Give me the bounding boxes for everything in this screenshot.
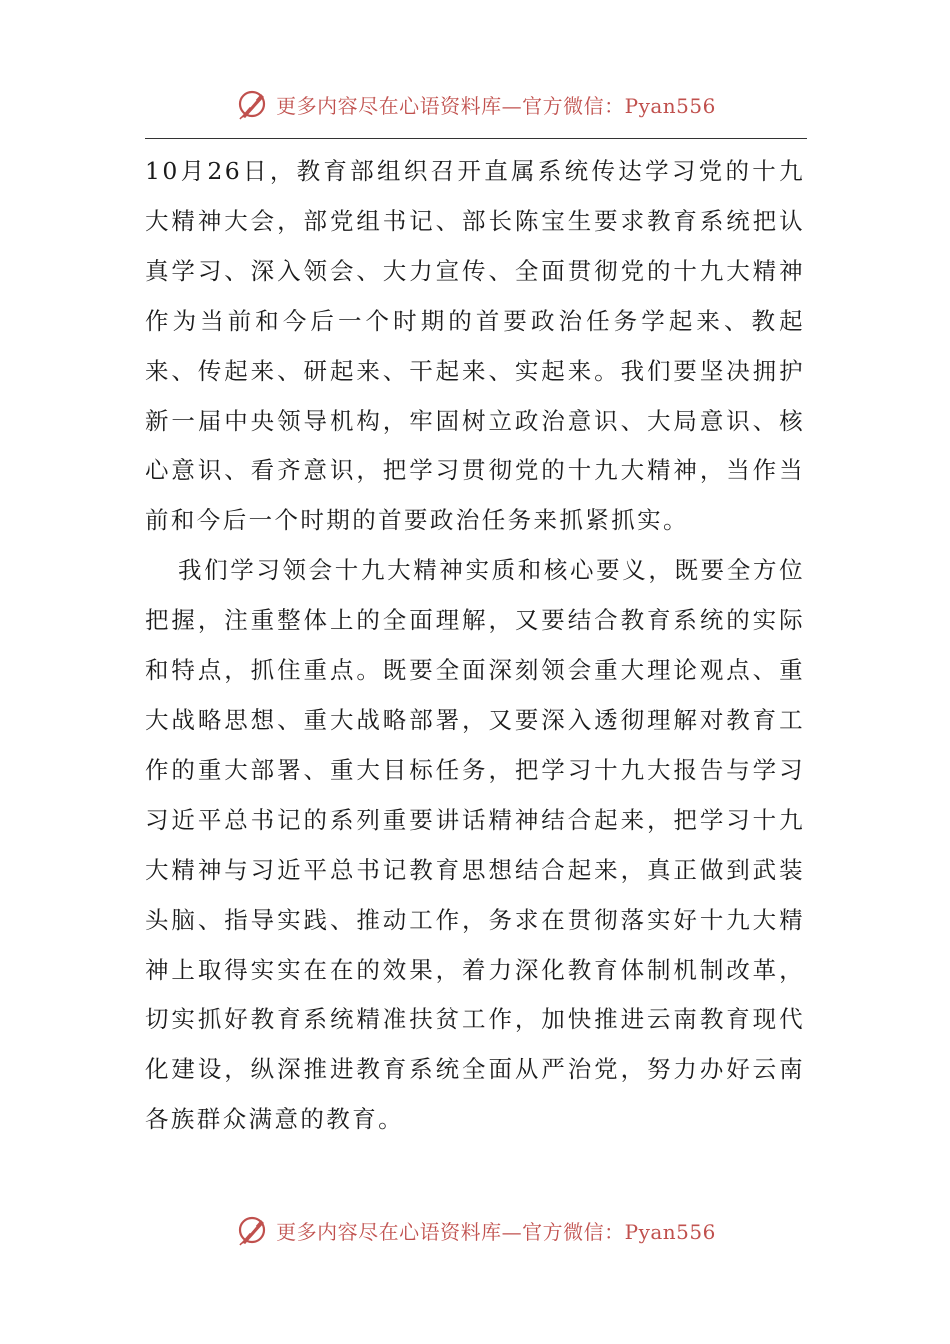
paragraph-2: 我们学习领会十九大精神实质和核心要义，既要全方位把握，注重整体上的全面理解，又要结合教育系统的实际和特点，抓住重点。既要全面深刻领会重大理论观点、重大战略思想、重大战略部署，又要深入透彻理解对教育工作的重大部署、重大目标任务，把学习十九大报告与学习习近平总书记的系列重要讲话精神结合起来，把学习十九大精神与习近平总书记教育思想结合起来，真正做到武装头脑、指导实践、推动工作，务求在贯彻落实好十九大精神上取得实实在在的效果，着力深化教育体制机制改革，切实抓好教育系统精准扶贫工作，加快推进云南教育现代化建设，纵深推进教育系统全面从严治党，努力办好云南各族群众满意的教育。	[145, 556, 805, 1134]
footer-banner-text: 更多内容尽在心语资料库—官方微信：Pyan556	[276, 1219, 716, 1244]
quill-pen-logo-icon	[234, 1212, 270, 1248]
header-banner-text: 更多内容尽在心语资料库—官方微信：Pyan556	[276, 93, 716, 118]
header-divider	[145, 138, 807, 139]
footer-banner	[0, 1208, 950, 1252]
paragraph-1: 10月26日，教育部组织召开直属系统传达学习党的十九大精神大会，部党组书记、部长陈宝生要求教育系统把认真学习、深入领会、大力宣传、全面贯彻党的十九大精神作为当前和今后一个时期的首要政治任务学起来、教起来、传起来、研起来、干起来、实起来。我们要坚决拥护新一届中央领导机构，牢固树立政治意识、大局意识、核心意识、看齐意识，把学习贯彻党的十九大精神，当作当前和今后一个时期的首要政治任务来抓紧抓实。	[145, 157, 805, 535]
header-banner	[0, 82, 950, 126]
document-body	[145, 147, 805, 1145]
quill-pen-logo-icon	[234, 86, 270, 122]
